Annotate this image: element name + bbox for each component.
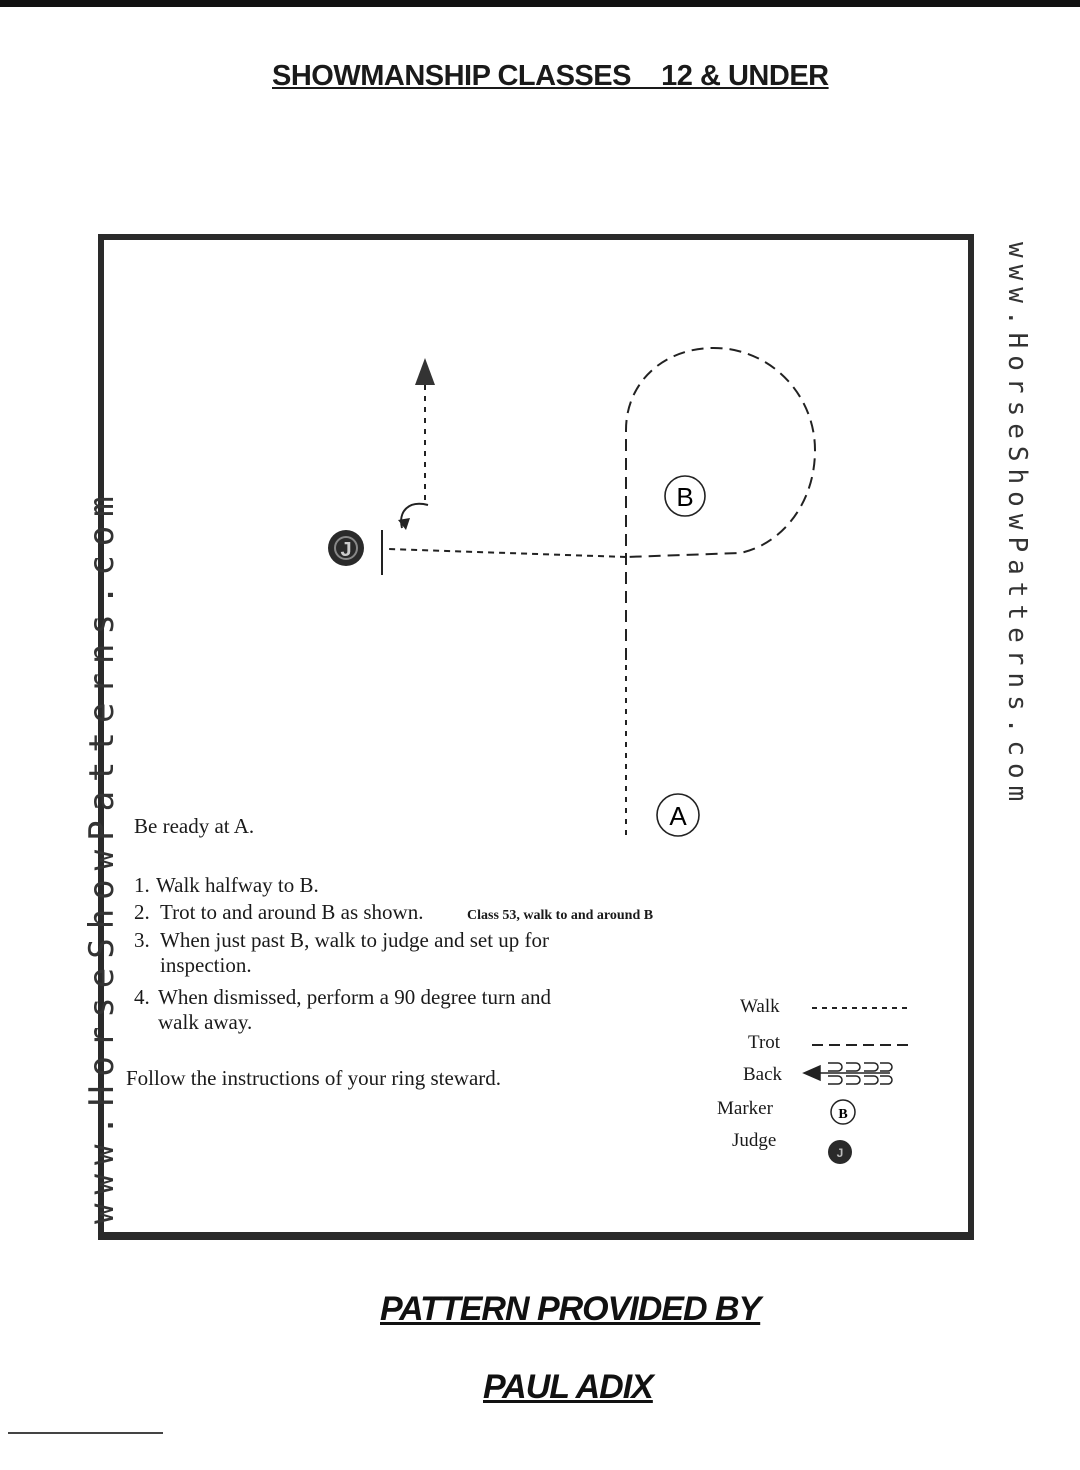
trot-path-loop — [626, 348, 815, 660]
watermark-right: www.HorseShowPatterns.com — [1002, 242, 1032, 809]
step-2-note: Class 53, walk to and around B — [467, 908, 654, 923]
credit-line-1: PATTERN PROVIDED BY — [380, 1290, 761, 1328]
credit-line-2: PAUL ADIX — [483, 1368, 653, 1406]
judge-label: J — [340, 539, 352, 561]
page-title: SHOWMANSHIP CLASSES 12 & UNDER — [272, 60, 829, 92]
legend-marker-symbol: B — [838, 1107, 848, 1122]
walk-path-to-judge — [388, 549, 626, 557]
legend-back-label: Back — [743, 1064, 783, 1085]
watermark-left: www.HorseShowPatterns.com — [82, 487, 122, 1224]
step-3-text: When just past B, walk to judge and set up for — [160, 928, 550, 952]
instruction-footer: Follow the instructions of your ring steward. — [126, 1066, 502, 1090]
step-3-num: 3. — [134, 928, 150, 952]
step-1-text: Walk halfway to B. — [156, 873, 319, 897]
legend-walk-label: Walk — [740, 996, 780, 1017]
legend-trot-label: Trot — [748, 1032, 781, 1053]
walk-away-arrowhead-icon — [415, 358, 435, 385]
legend-judge-symbol: J — [836, 1146, 844, 1160]
instruction-intro: Be ready at A. — [134, 814, 255, 838]
step-4-text: When dismissed, perform a 90 degree turn and — [158, 985, 552, 1009]
step-4-num: 4. — [134, 985, 150, 1009]
step-3-cont: inspection. — [160, 953, 252, 977]
step-2-text: Trot to and around B as shown. — [160, 900, 424, 924]
legend-back-icon — [804, 1063, 892, 1084]
step-1-num: 1. — [134, 873, 150, 897]
marker-b-label: B — [676, 482, 694, 512]
bottom-rule — [8, 1432, 163, 1434]
turn-arc-arrowhead — [398, 518, 410, 530]
step-4-cont: walk away. — [158, 1010, 253, 1034]
marker-a-label: A — [669, 801, 687, 831]
step-2-num: 2. — [134, 900, 150, 924]
legend-marker-label: Marker — [717, 1098, 773, 1119]
legend-judge-label: Judge — [732, 1130, 777, 1151]
